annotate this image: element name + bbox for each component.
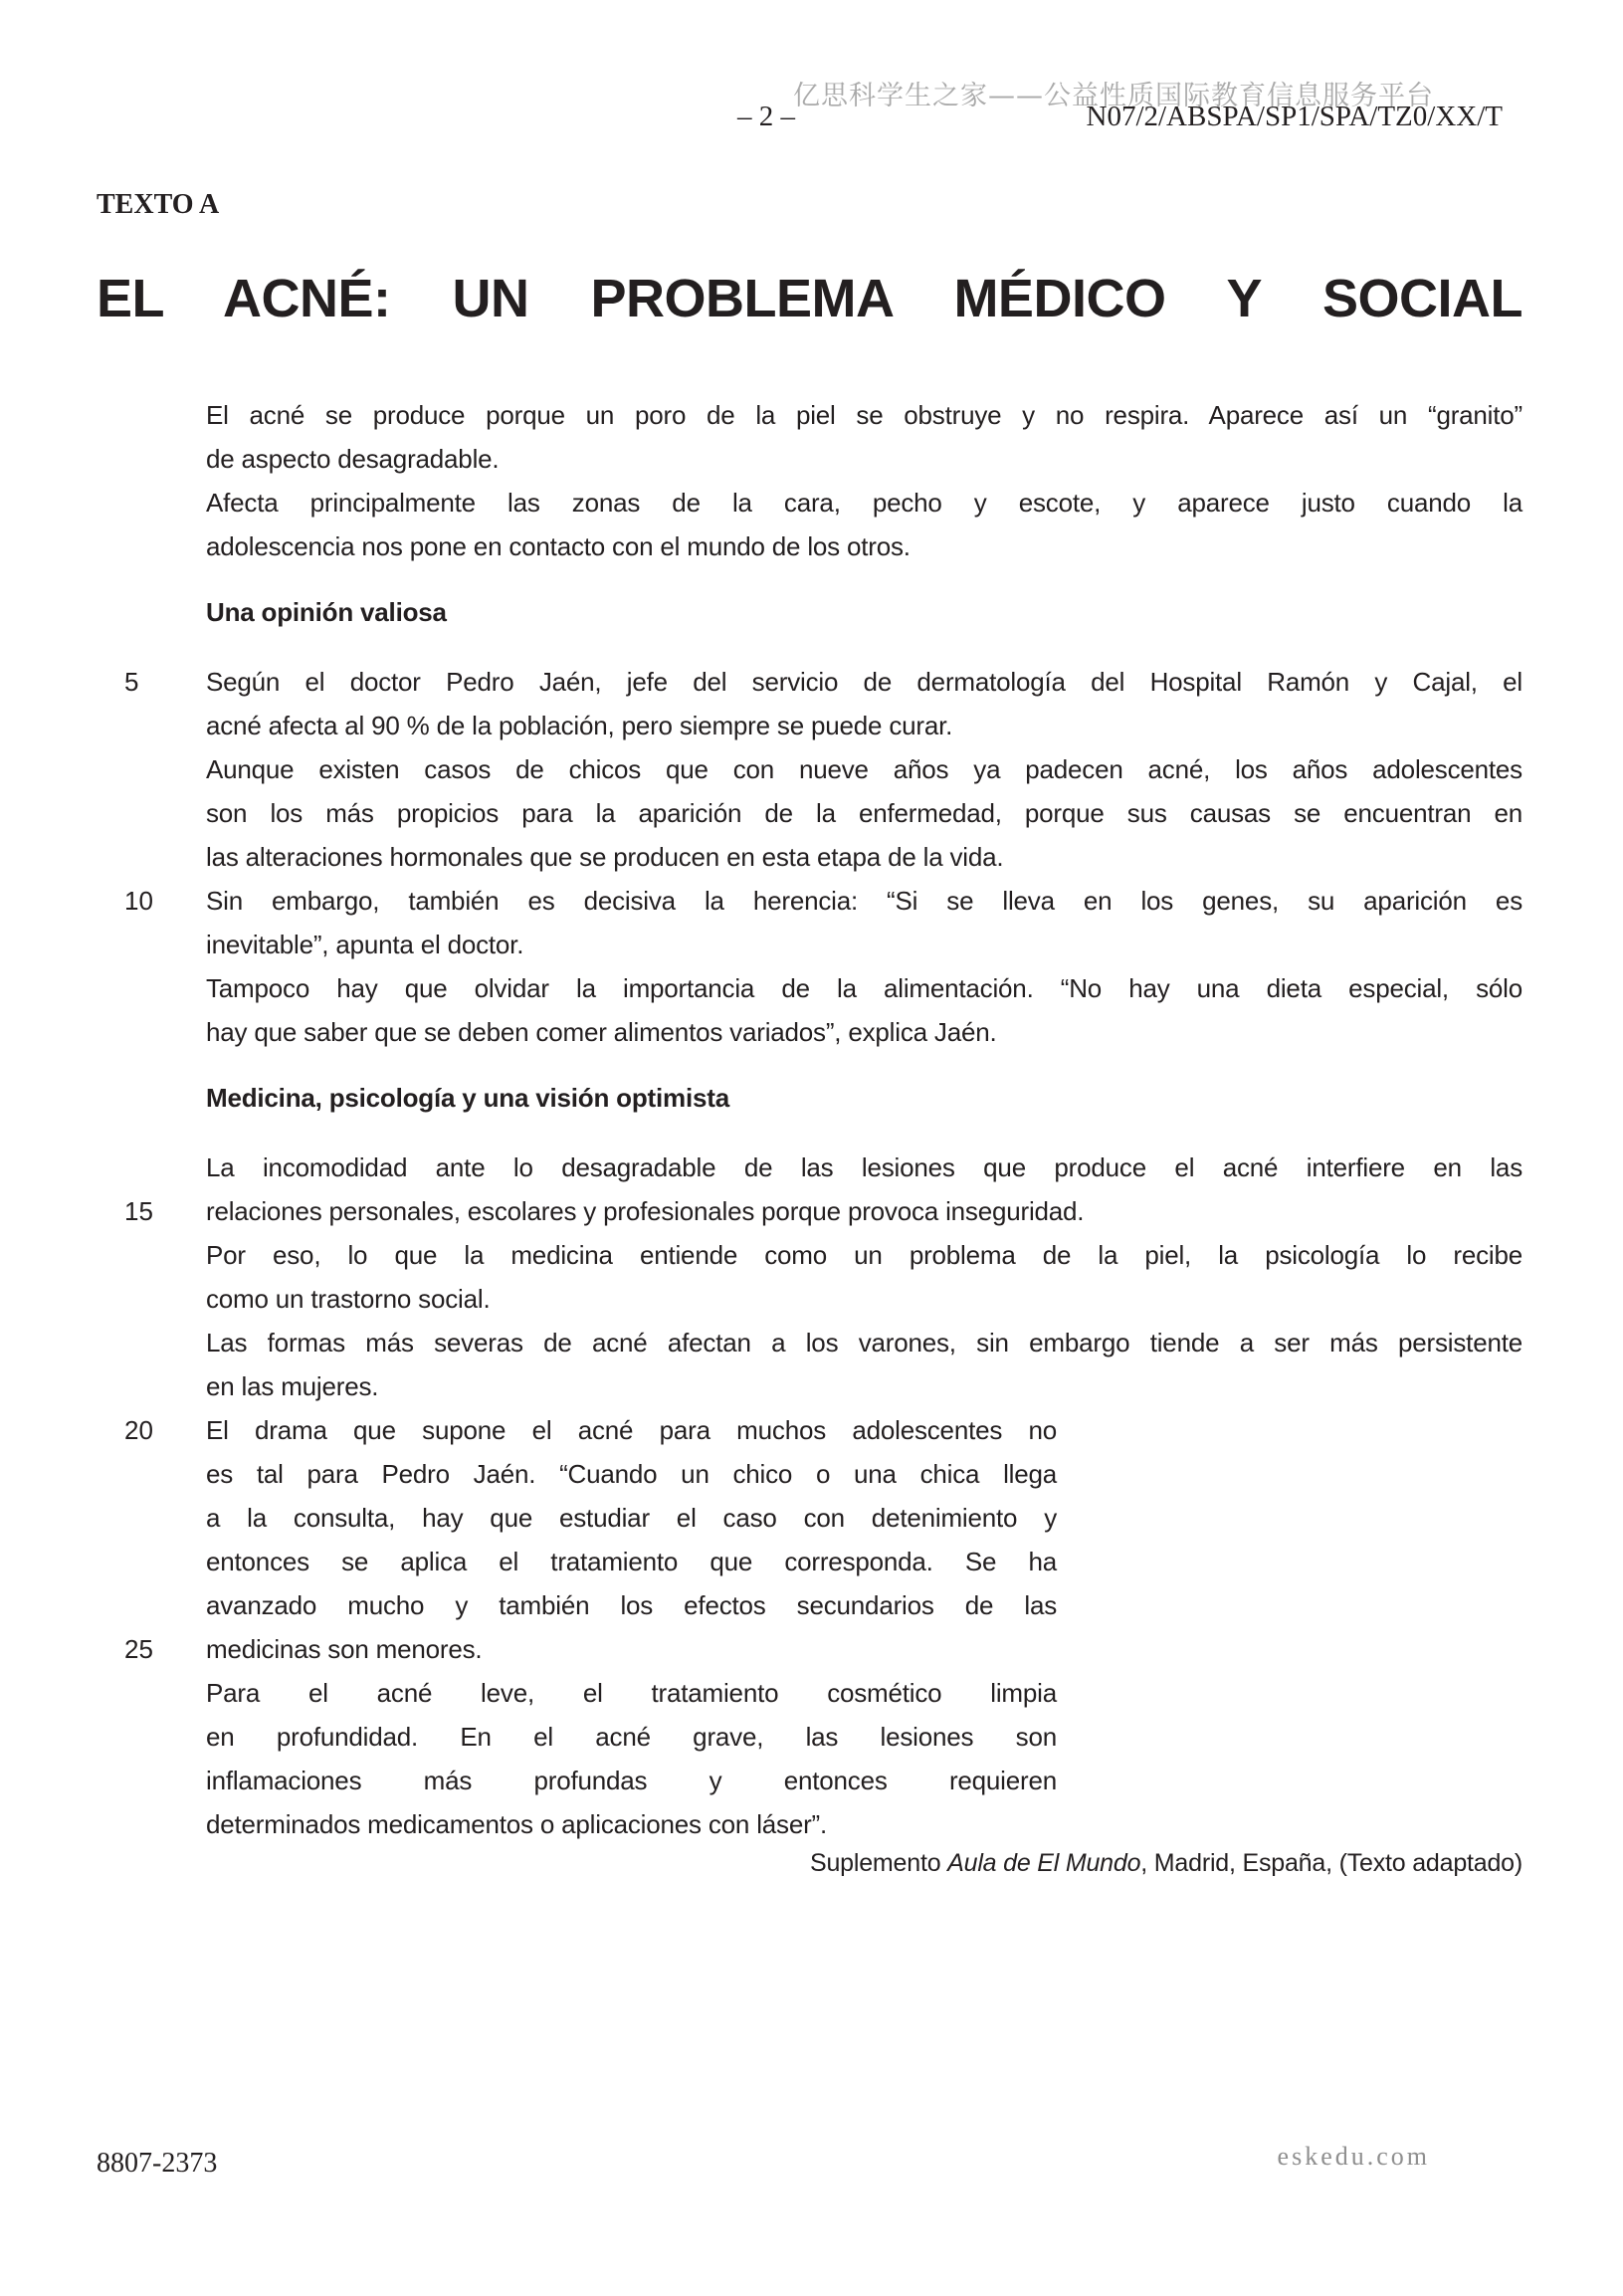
line-number <box>97 1496 206 1540</box>
line-text: inflamaciones más profundas y entonces requieren <box>206 1766 1057 1795</box>
text-line <box>97 704 1522 747</box>
text-line <box>97 1277 1522 1321</box>
line-text: El drama que supone el acné para muchos adolescentes no <box>206 1415 1057 1445</box>
text-line <box>97 1671 1522 1715</box>
line-text: medicinas son menores. <box>206 1634 483 1664</box>
text-line <box>97 1583 1522 1627</box>
text-line <box>97 590 1522 634</box>
line-number: 20 <box>124 1415 153 1445</box>
text-line <box>97 524 1522 568</box>
line-number <box>97 1076 206 1120</box>
line-text: inevitable”, apunta el doctor. <box>206 930 524 959</box>
line-number <box>97 1146 206 1189</box>
watermark-text: 亿思科学生之家——公益性质国际教育信息服务平台 <box>793 81 1434 111</box>
text-line <box>97 568 1522 590</box>
line-text: como un trastorno social. <box>206 1284 491 1314</box>
section-label: TEXTO A <box>97 189 220 220</box>
line-text: relaciones personales, escolares y profesionales porque provoca inseguridad. <box>206 1196 1085 1226</box>
site-watermark: eskedu.com <box>1277 2142 1430 2171</box>
line-number <box>97 704 206 747</box>
text-line <box>97 1802 1522 1846</box>
line-text: Las formas más severas de acné afectan a los varones, sin embargo tiende a ser más persistente <box>206 1328 1522 1357</box>
text-line <box>97 1189 1522 1233</box>
text-line <box>97 1759 1522 1802</box>
line-number <box>97 1054 206 1076</box>
text-line <box>97 1408 1522 1452</box>
line-number <box>97 481 206 524</box>
line-number <box>97 437 206 481</box>
text-line <box>97 1452 1522 1496</box>
line-number <box>97 1540 206 1583</box>
text-line <box>97 393 1522 437</box>
line-number <box>97 1759 206 1802</box>
line-text: entonces se aplica el tratamiento que corresponda. Se ha <box>206 1547 1057 1576</box>
line-number <box>97 634 206 660</box>
document-number: 8807-2373 <box>97 2148 218 2179</box>
line-number: 15 <box>124 1196 153 1226</box>
line-number <box>97 747 206 791</box>
text-line <box>97 660 1522 704</box>
line-text: La incomodidad ante lo desagradable de las lesiones que produce el acné interfiere en las <box>206 1152 1522 1182</box>
page-number: – 2 – <box>737 101 795 132</box>
line-text: avanzado mucho y también los efectos secundarios de las <box>206 1590 1057 1620</box>
line-number <box>97 1010 206 1054</box>
line-text <box>206 634 1522 660</box>
text-line <box>97 1540 1522 1583</box>
line-number <box>97 1277 206 1321</box>
text-line <box>97 791 1522 835</box>
text-line <box>97 879 1522 923</box>
line-number <box>97 1583 206 1627</box>
line-number <box>97 393 206 437</box>
line-text: Afecta principalmente las zonas de la cara, pecho y escote, y aparece justo cuando la <box>206 488 1522 518</box>
text-line <box>97 1010 1522 1054</box>
text-line <box>97 1321 1522 1364</box>
line-text: Según el doctor Pedro Jaén, jefe del servicio de dermatología del Hospital Ramón y Cajal, el <box>206 667 1522 697</box>
line-number <box>97 1233 206 1277</box>
line-number <box>97 1715 206 1759</box>
line-number <box>97 923 206 966</box>
line-text: adolescencia nos pone en contacto con el mundo de los otros. <box>206 531 911 561</box>
text-line <box>97 437 1522 481</box>
source-publication: Aula de El Mundo <box>947 1849 1141 1877</box>
line-number <box>97 1321 206 1364</box>
text-line <box>97 1627 1522 1671</box>
line-number <box>97 1802 206 1846</box>
exam-code: N07/2/ABSPA/SP1/SPA/TZ0/XX/T <box>1086 101 1503 132</box>
line-text: es tal para Pedro Jaén. “Cuando un chico o una chica llega <box>206 1459 1057 1489</box>
text-line <box>97 634 1522 660</box>
line-number <box>97 835 206 879</box>
text-line <box>97 1054 1522 1076</box>
line-number <box>97 590 206 634</box>
line-text <box>206 1120 1522 1146</box>
text-line <box>97 1233 1522 1277</box>
text-line <box>97 1076 1522 1120</box>
source-prefix: Suplemento <box>809 1849 948 1877</box>
line-text: son los más propicios para la aparición de la enfermedad, porque sus causas se encuentran en <box>206 798 1522 828</box>
line-number <box>97 568 206 590</box>
line-number <box>97 1671 206 1715</box>
text-line <box>97 923 1522 966</box>
line-number <box>97 524 206 568</box>
line-text: en profundidad. En el acné grave, las lesiones son <box>206 1722 1057 1752</box>
text-line <box>97 1120 1522 1146</box>
line-text: Aunque existen casos de chicos que con nueve años ya padecen acné, los años adolescentes <box>206 754 1522 784</box>
line-number: 10 <box>124 886 153 916</box>
text-line <box>97 1715 1522 1759</box>
line-number: 5 <box>124 667 139 697</box>
text-line <box>97 1364 1522 1408</box>
text-line <box>97 747 1522 791</box>
line-text <box>206 568 1522 590</box>
source-attribution <box>810 1849 1522 1878</box>
line-text: las alteraciones hormonales que se producen en esta etapa de la vida. <box>206 842 1004 872</box>
line-number <box>97 1452 206 1496</box>
text-line <box>97 835 1522 879</box>
line-text: hay que saber que se deben comer alimentos variados”, explica Jaén. <box>206 1017 997 1047</box>
text-line <box>97 966 1522 1010</box>
text-body <box>97 393 1522 1846</box>
line-text: Para el acné leve, el tratamiento cosmético limpia <box>206 1678 1057 1708</box>
text-line <box>97 1496 1522 1540</box>
line-text: determinados medicamentos o aplicaciones con láser”. <box>206 1809 828 1839</box>
line-text: Una opinión valiosa <box>206 597 447 627</box>
line-text: a la consulta, hay que estudiar el caso con detenimiento y <box>206 1503 1057 1533</box>
text-line <box>97 481 1522 524</box>
text-line <box>97 1146 1522 1189</box>
document-title: EL ACNÉ: UN PROBLEMA MÉDICO Y SOCIAL <box>97 269 1522 328</box>
line-text: de aspecto desagradable. <box>206 444 500 474</box>
line-text: Sin embargo, también es decisiva la herencia: “Si se lleva en los genes, su aparición es <box>206 886 1522 916</box>
line-text: en las mujeres. <box>206 1371 379 1401</box>
line-text <box>206 1054 1522 1076</box>
line-number: 25 <box>124 1634 153 1664</box>
line-text: El acné se produce porque un poro de la piel se obstruye y no respira. Aparece así un “granito” <box>206 400 1522 430</box>
line-number <box>97 791 206 835</box>
line-text: Tampoco hay que olvidar la importancia de la alimentación. “No hay una dieta especial, sólo <box>206 973 1522 1003</box>
source-suffix: , Madrid, España, (Texto adaptado) <box>1140 1849 1522 1877</box>
line-number <box>97 1120 206 1146</box>
line-text: Medicina, psicología y una visión optimista <box>206 1083 729 1113</box>
line-number <box>97 1364 206 1408</box>
line-text: Por eso, lo que la medicina entiende como un problema de la piel, la psicología lo recibe <box>206 1240 1522 1270</box>
line-text: acné afecta al 90 % de la población, pero siempre se puede curar. <box>206 711 953 740</box>
line-number <box>97 966 206 1010</box>
